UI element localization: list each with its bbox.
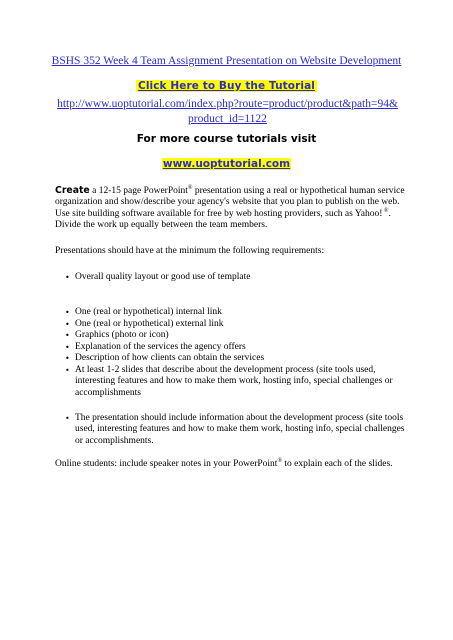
list-item-text: One (real or hypothetical) internal link (75, 307, 222, 317)
bullet-icon: • (65, 331, 70, 340)
list-item (65, 365, 405, 399)
registered-mark: ® (187, 184, 193, 191)
list-item-text: Description of how clients can obtain the services (75, 353, 265, 363)
bullet-icon: • (65, 308, 70, 317)
product-url-link[interactable]: http://www.uoptutorial.com/index.php?route=product/product&path=94&product_id=1122 (57, 98, 398, 125)
bullet-icon: • (65, 366, 70, 375)
title-link[interactable]: BSHS 352 Week 4 Team Assignment Presentation on Website Development (51, 55, 402, 67)
buy-link-line (0, 76, 453, 94)
bullet-icon: • (65, 354, 70, 363)
list-item (65, 353, 405, 364)
intro-text-a: a 12-15 page PowerPoint (89, 186, 188, 196)
list-item-text: Overall quality layout or good use of template (75, 272, 251, 282)
online-text-b: to explain each of the slides. (282, 459, 393, 469)
requirements-intro: Presentations should have at the minimum the following requirements: (55, 246, 325, 256)
url-line (55, 97, 400, 127)
list-item (65, 307, 405, 318)
list-item-text: Explanation of the services the agency offers (75, 342, 246, 352)
intro-text-b: presentation using a real or hypothetical human service organization and show/describe your agency's website that you plan to publish on the web. Use site building software available for free by web hosting providers, such as Yahoo! (55, 186, 405, 219)
list-item-text: One (real or hypothetical) external link (75, 319, 224, 329)
online-students-note (55, 459, 415, 470)
online-text-a: Online students: include speaker notes in your PowerPoint (55, 459, 278, 469)
list-item (65, 319, 405, 330)
site-link-line (0, 154, 453, 172)
bullet-icon: • (65, 273, 70, 282)
bullet-icon: • (65, 414, 70, 423)
buy-tutorial-link[interactable]: Click Here to Buy the Tutorial (138, 80, 315, 92)
create-word: Create (55, 185, 90, 196)
registered-mark: ® (277, 457, 282, 464)
list-item (65, 330, 405, 341)
list-item (65, 413, 405, 447)
site-link[interactable]: www.uoptutorial.com (162, 158, 291, 170)
list-item-text: The presentation should include information about the development process (site tools used, interesting features and how to make them work, hosting info, special challenges or accomplishments. (75, 413, 405, 446)
bullet-icon: • (65, 320, 70, 329)
intro-paragraph (55, 185, 410, 232)
list-item (65, 342, 405, 353)
registered-mark: ® (382, 207, 389, 214)
more-tutorials-heading: For more course tutorials visit (136, 133, 317, 145)
header-title-line (0, 55, 453, 67)
intro-text-c: . Divide the work up equally between the team members. (55, 208, 391, 231)
bullet-icon: • (65, 343, 70, 352)
list-item-text: At least 1-2 slides that describe about the development process (site tools used, interesting features and how to make them work, hosting info, special challenges or accomplishments (75, 365, 393, 398)
list-item (65, 272, 405, 283)
list-item-text: Graphics (photo or icon) (75, 330, 169, 340)
